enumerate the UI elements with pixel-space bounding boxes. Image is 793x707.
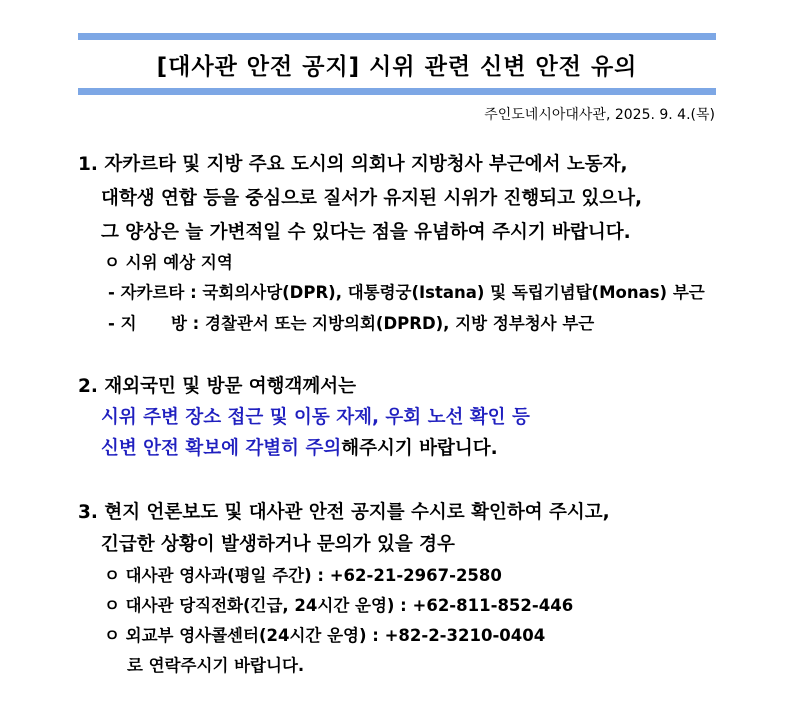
section-1-line-2: 대학생 연합 등을 중심으로 질서가 유지된 시위가 진행되고 있으나, (101, 188, 643, 209)
protest-area-regional (108, 310, 594, 334)
regional-label: - 지 방 : (108, 314, 200, 333)
section-2-line-1: 2. 재외국민 및 방문 여행객께서는 (78, 376, 356, 397)
safety-emphasis: 신변 안전 확보에 각별히 주의 (101, 438, 342, 459)
protest-area-jakarta: - 자카르타 : 국회의사당(DPR), 대통령궁(Istana) 및 독립기념탑(Monas) 부근 (108, 283, 705, 302)
closing-text: 로 연락주시기 바랍니다. (127, 656, 305, 675)
section-1-line-3: 그 양상은 늘 가변적일 수 있다는 점을 유념하여 주시기 바랍니다. (101, 222, 631, 243)
contact-duty-phone: ㅇ 대사관 당직전화(긴급, 24시간 운영) : +62-811-852-446 (104, 596, 574, 615)
contact-call-center: ㅇ 외교부 영사콜센터(24시간 운영) : +82-2-3210-0404 (104, 626, 546, 645)
header-bar-top (78, 33, 716, 40)
regional-text: 경찰관서 또는 지방의회(DPRD), 지방 정부청사 부근 (205, 314, 595, 333)
section-3-line-1: 3. 현지 언론보도 및 대사관 안전 공지를 수시로 확인하여 주시고, (78, 502, 610, 523)
section-2-line-3-rest: 해주시기 바랍니다. (341, 438, 498, 459)
notice-title: [대사관 안전 공지] 시위 관련 신변 안전 유의 (156, 54, 638, 80)
section-2-line-2: 시위 주변 장소 접근 및 이동 자제, 우회 노선 확인 등 (101, 407, 530, 428)
section-2-line-3 (101, 434, 498, 460)
contact-consular-section: ㅇ 대사관 영사과(평일 주간) : +62-21-2967-2580 (104, 566, 502, 585)
issuer-date: 주인도네시아대사관, 2025. 9. 4.(목) (484, 107, 715, 123)
header-bar-bottom (78, 88, 716, 95)
protest-area-heading: ㅇ 시위 예상 지역 (104, 253, 233, 272)
section-1-line-1: 1. 자카르타 및 지방 주요 도시의 의회나 지방청사 부근에서 노동자, (78, 154, 628, 175)
section-3-line-2: 긴급한 상황이 발생하거나 문의가 있을 경우 (101, 534, 455, 555)
